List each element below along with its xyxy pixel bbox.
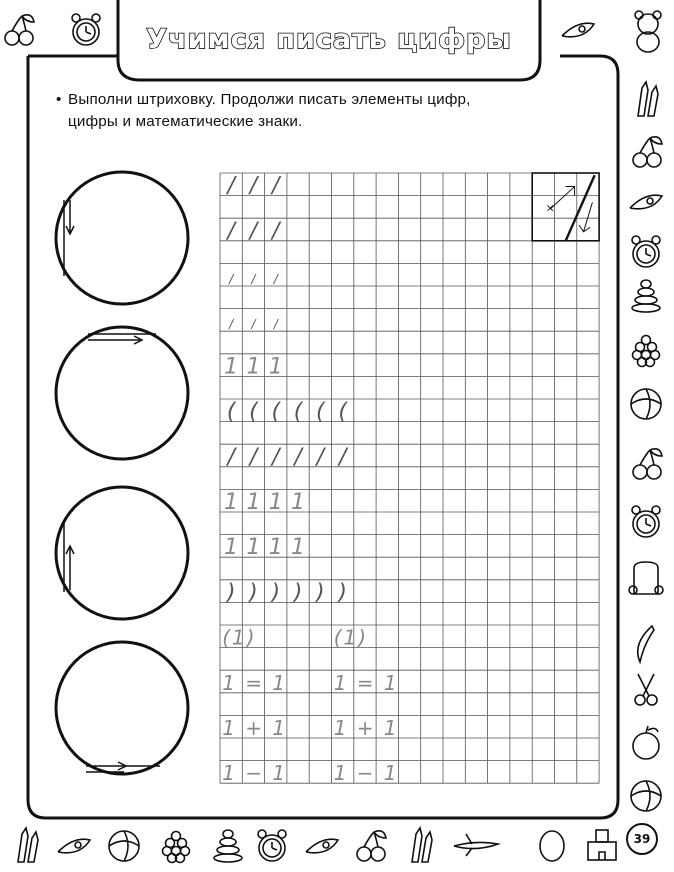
practice-glyph: / [273, 272, 278, 286]
scissors-icon [635, 674, 657, 705]
rocket-icon [630, 195, 662, 209]
practice-glyph: ( [293, 399, 303, 425]
practice-glyph: / [251, 272, 256, 286]
ball-icon [109, 831, 139, 861]
car-icon [629, 562, 663, 594]
grapes-icon [163, 832, 190, 863]
practice-group: 1 + 1 [222, 716, 288, 740]
banana-icon [638, 626, 654, 662]
instruction-bullet: • [56, 91, 62, 108]
practice-glyph: 1 [291, 490, 306, 515]
practice-glyph: 1 [291, 535, 306, 561]
practice-glyph: 1 [268, 490, 283, 515]
crayons-icon [412, 828, 432, 862]
practice-glyph: / [272, 173, 280, 199]
practice-glyph: ( [338, 399, 347, 425]
practice-glyph: / [316, 444, 325, 470]
rocket-icon [562, 23, 594, 37]
page-number: 39 [626, 823, 658, 855]
crayons-icon [18, 828, 38, 862]
practice-glyph: / [249, 218, 258, 244]
alarm-clock-icon [72, 14, 100, 45]
practice-glyph: ( [226, 399, 236, 425]
practice-glyph: ) [293, 580, 303, 606]
teddy-bear-icon [635, 11, 661, 52]
practice-glyph: ( [316, 399, 325, 425]
practice-group: 1 = 1 [222, 670, 288, 695]
rocket-icon [306, 839, 338, 853]
page-title: Учимся писать цифры [146, 24, 512, 55]
cherry-icon [633, 137, 662, 167]
practice-glyph: 1 [224, 354, 239, 380]
practice-glyph: / [338, 444, 347, 470]
pyramid-toy-icon [632, 280, 660, 312]
ball-icon [631, 781, 661, 811]
practice-group: (1) [333, 625, 369, 650]
alarm-clock-icon [632, 506, 660, 537]
practice-glyph: ) [316, 580, 325, 606]
apple-icon [633, 726, 659, 759]
practice-glyph: 1 [246, 354, 261, 380]
practice-glyph: 1 [246, 490, 261, 515]
practice-glyph: ( [249, 399, 258, 425]
practice-glyph: / [229, 317, 234, 332]
practice-glyph: / [272, 218, 280, 244]
practice-glyph: ) [271, 580, 281, 606]
practice-glyph: ) [226, 580, 236, 606]
ball-icon [631, 389, 661, 419]
instruction-line-2: цифры и математические знаки. [68, 113, 303, 130]
grapes-icon [633, 336, 660, 367]
practice-group: 1 + 1 [333, 716, 399, 740]
practice-glyph: 1 [224, 490, 239, 515]
alarm-clock-icon [258, 830, 286, 861]
lemon-icon [540, 831, 564, 861]
castle-icon [588, 830, 616, 860]
practice-glyph: 1 [246, 535, 261, 561]
practice-glyph: / [294, 444, 302, 470]
practice-group: 1 − 1 [333, 761, 399, 786]
practice-glyph: 1 [268, 535, 283, 561]
practice-glyph: ) [338, 580, 347, 606]
rocket-icon [58, 839, 90, 853]
practice-glyph: / [249, 173, 258, 199]
practice-group: (1) [222, 625, 257, 650]
alarm-clock-icon [632, 236, 660, 267]
crayons-icon [638, 82, 658, 116]
practice-glyph: / [251, 317, 256, 332]
practice-glyph: / [227, 444, 235, 470]
practice-glyph: / [227, 173, 235, 199]
cherry-icon [5, 15, 34, 45]
practice-glyph: / [249, 444, 258, 470]
practice-glyph: / [227, 218, 235, 244]
example-cross: × [545, 201, 555, 215]
practice-glyph: 1 [224, 535, 239, 561]
practice-glyph: ( [271, 399, 281, 425]
cherry-icon [633, 449, 662, 479]
practice-group: 1 = 1 [333, 670, 399, 695]
practice-glyph: / [273, 317, 278, 332]
practice-glyph: / [272, 444, 280, 470]
airplane-icon [454, 834, 498, 856]
practice-glyph: ) [249, 580, 258, 606]
practice-glyph: 1 [268, 354, 283, 380]
cherry-icon [357, 831, 386, 861]
practice-glyph: / [229, 272, 234, 286]
practice-group: 1 − 1 [222, 761, 288, 786]
pyramid-toy-icon [214, 830, 242, 862]
instruction-line-1: Выполни штриховку. Продолжи писать элементы цифр, [68, 91, 471, 108]
